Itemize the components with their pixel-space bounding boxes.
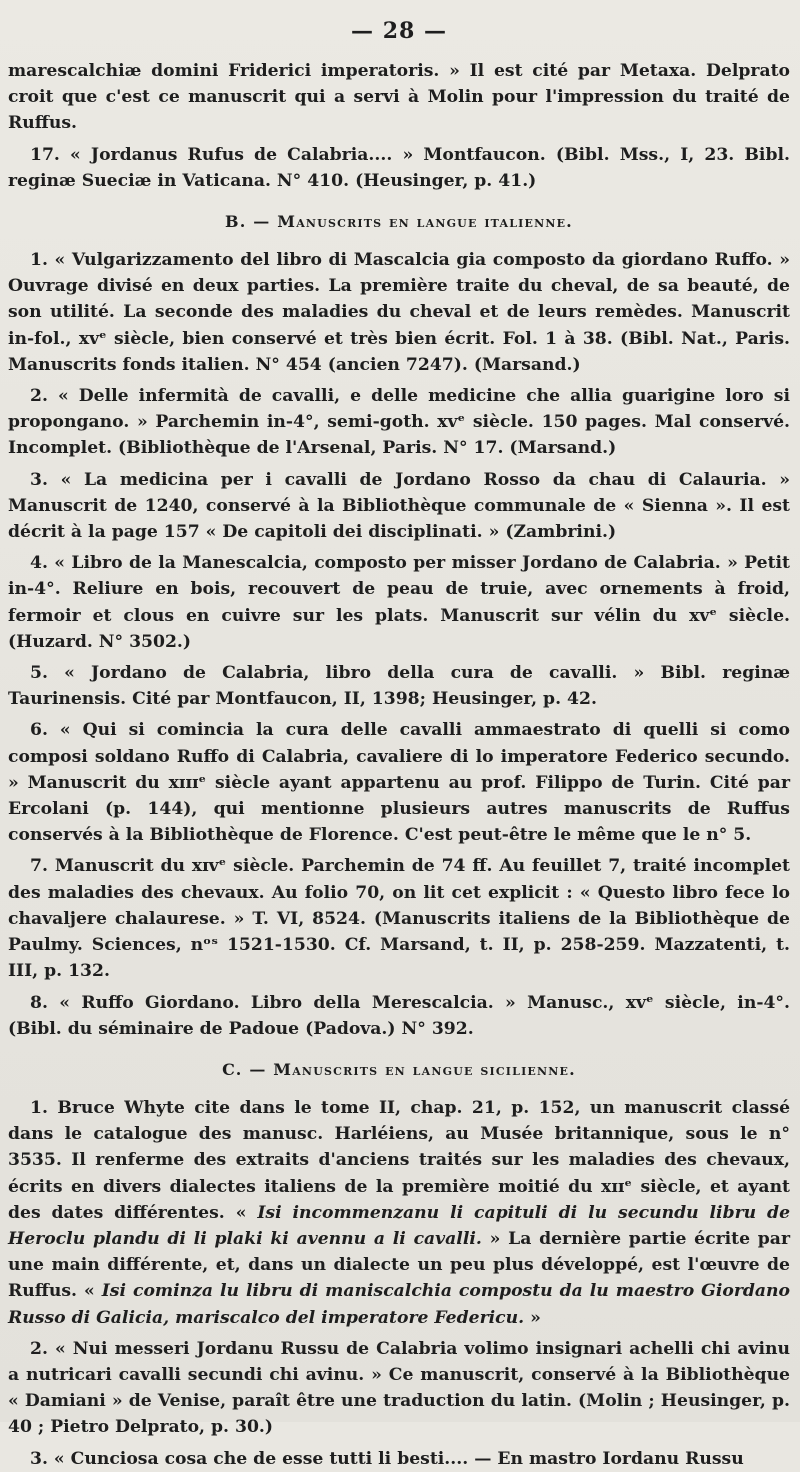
section-c-entry-2: 2. « Nui messeri Jordanu Russu de Calabria volimo insignari achelli chi avinu a nutricari cavalli secundi chi avinu. » Ce manuscrit, conservé à la Bibliothèque « Damiani » de Venise, paraît être une traduction du latin. (Molin ; Heusinger, p. 40 ; Pietro Delprato, p. 30.) (8, 1338, 790, 1438)
section-b-entry-2: 2. « Delle infermità de cavalli, e delle medicine che allia guarigine loro si propongano. » Parchemin in-4°, semi-goth. xvᵉ siècle. 150 pages. Mal conservé. Incomplet. (Bibliothèque de l'Arsenal, Paris. N° 17. (Marsand.) (8, 386, 790, 459)
section-c-heading: C. — Manuscrits en langue sicilienne. (222, 1059, 576, 1079)
section-b-entry-7: 7. Manuscrit du xɪvᵉ siècle. Parchemin de 74 ff. Au feuillet 7, traité incomplet des maladies des chevaux. Au folio 70, on lit cet explicit : « Questo libro fece lo chavaljere chalaurese. » T. VI, 8524. (Manuscrits italiens de la Bibliothèque de Paulmy. Sciences, nᵒˢ 1521-1530. Cf. Marsand, t. II, p. 258-259. Mazzatenti, t. III, p. 132. (8, 856, 790, 982)
section-c-entry-1-text-c: » (524, 1307, 541, 1328)
section-b-heading: B. — Manuscrits en langue italienne. (225, 212, 573, 232)
entry-17: 17. « Jordanus Rufus de Calabria.... » Montfaucon. (Bibl. Mss., I, 23. Bibl. reginæ Sueciæ in Vaticana. N° 410. (Heusinger, p. 41.) (8, 144, 790, 191)
section-b-entry-6: 6. « Qui si comincia la cura delle cavalli ammaestrato di quelli si como composi soldano Ruffo di Calabria, cavaliere di lo imperatore Federico secundo. » Manuscrit du xɪɪɪᵉ siècle ayant appartenu au prof. Filippo de Turin. Cité par Ercolani (p. 144), qui mentionne plusieurs autres manuscrits de Ruffus conservés à la Bibliothèque de Florence. C'est peut-être le même que le n° 5. (8, 720, 790, 846)
section-c-entry-1 (8, 1095, 790, 1331)
page-number: — 28 — (351, 18, 447, 44)
section-c-entry-1-text-b: » La dernière partie écrite par une main différente, et, dans un dialecte un peu plus développé, est l'œuvre de Ruffus. « (8, 1228, 791, 1302)
section-b-entry-4: 4. « Libro de la Manescalcia, composto per misser Jordano de Calabria. » Petit in-4°. Reliure en bois, recouvert de peau de truie, avec ornements à froid, fermoir et clous en cuivre sur les plats. Manuscrit sur vélin du xvᵉ siècle. (Huzard. N° 3502.) (8, 553, 790, 652)
section-c-entry-1-quote-a: Isi incommenzanu li capituli di lu secundu libru de Heroclu plandu di li plaki ki avennu a li cavalli. (8, 1202, 791, 1249)
intro-paragraph-continuation: marescalchiæ domini Friderici imperatoris. » Il est cité par Metaxa. Delprato croit que c'est ce manuscrit qui a servi à Molin pour l'impression du traité de Ruffus. (8, 61, 790, 134)
section-c-entry-1-text-a: 1. Bruce Whyte cite dans le tome II, chap. 21, p. 152, un manuscrit classé dans le catalogue des manusc. Harléiens, au Musée britannique, sous le n° 3535. Il renferme des extraits d'anciens traités sur les maladies des chevaux, écrits en divers dialectes italiens de la première moitié du xɪɪᵉ siècle, et ayant des dates différentes. « (8, 1097, 790, 1223)
section-b-entry-3: 3. « La medicina per i cavalli de Jordano Rosso da chau di Calauria. » Manuscrit de 1240, conservé à la Bibliothèque communale de « Sienna ». Il est décrit à la page 157 « De capitoli dei disciplinati. » (Zambrini.) (8, 469, 790, 543)
section-b-entry-1: 1. « Vulgarizzamento del libro di Mascalcia gia composto da giordano Ruffo. » Ouvrage divisé en deux parties. La première traite du cheval, de sa beauté, de son utilité. La seconde des maladies du cheval et de leurs remèdes. Manuscrit in-fol., xvᵉ siècle, bien conservé et très bien écrit. Fol. 1 à 38. (Bibl. Nat., Paris. Manuscrits fonds italien. N° 454 (ancien 7247). (Marsand.) (8, 250, 790, 375)
section-b-entry-8: 8. « Ruffo Giordano. Libro della Merescalcia. » Manusc., xvᵉ siècle, in-4°. (Bibl. du séminaire de Padoue (Padova.) N° 392. (8, 992, 790, 1039)
section-b-entry-5: 5. « Jordano de Calabria, libro della cura de cavalli. » Bibl. reginæ Taurinensis. Cité par Montfaucon, II, 1398; Heusinger, p. 42. (8, 663, 790, 710)
section-c-entry-1-quote-b: Isi cominza lu libru di maniscalchia compostu da lu maestro Giordano Russo di Galicia, mariscalco del imperatore Federicu. (8, 1281, 790, 1328)
section-c-entry-3: 3. « Cunciosa cosa che de esse tutti li besti.... — En mastro Iordanu Russu (30, 1448, 744, 1469)
